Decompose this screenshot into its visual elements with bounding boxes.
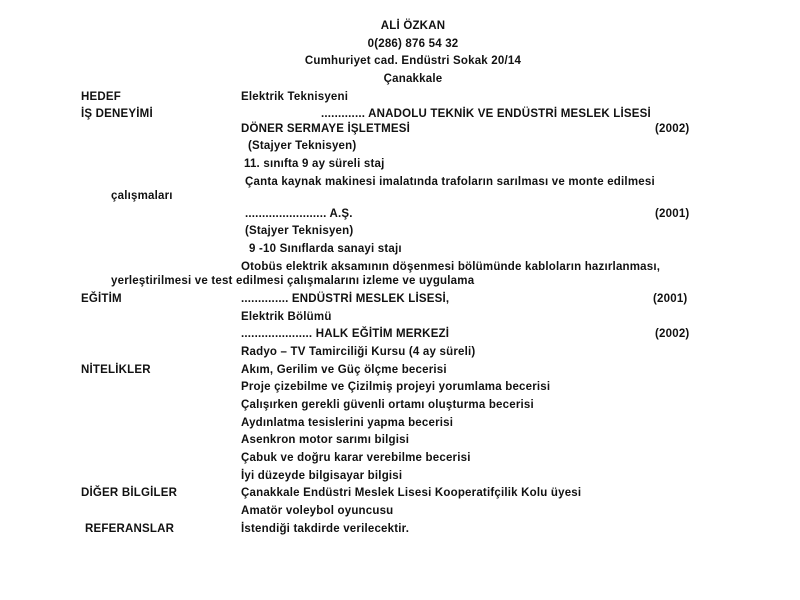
education-dept-1: Elektrik Bölümü xyxy=(241,311,332,323)
experience-school: ............. ANADOLU TEKNİK VE ENDÜSTRİ MESLEK LİSESİ xyxy=(321,108,651,120)
hedef-value: Elektrik Teknisyeni xyxy=(241,91,349,103)
education-year-2: (2002) xyxy=(655,328,690,340)
other-item: Amatör voleybol oyuncusu xyxy=(241,505,394,517)
education-school-1: .............. ENDÜSTRİ MESLEK LİSESİ, xyxy=(241,293,450,305)
cv-address: Cumhuriyet cad. Endüstri Sokak 20/14 xyxy=(304,55,522,67)
section-label-experience: İŞ DENEYİMİ xyxy=(81,108,153,120)
education-year-1: (2001) xyxy=(653,293,688,305)
skill-item: Çalışırken gerekli güvenli ortamı oluşturma becerisi xyxy=(241,399,534,411)
cv-phone: 0(286) 876 54 32 xyxy=(367,38,459,50)
skill-item: Çabuk ve doğru karar verebilme becerisi xyxy=(241,452,471,464)
experience-year-1: (2002) xyxy=(655,123,690,135)
experience-detail-2b: yerleştirilmesi ve test edilmesi çalışmalarını izleme ve uygulama xyxy=(111,275,475,287)
experience-detail-1a: Çanta kaynak makinesi imalatında trafoların sarılması ve monte edilmesi xyxy=(245,176,655,188)
references-value: İstendiği takdirde verilecektir. xyxy=(241,523,410,535)
education-school-2: ..................... HALK EĞİTİM MERKEZİ xyxy=(241,328,450,340)
section-label-education: EĞİTİM xyxy=(81,293,122,305)
cv-city: Çanakkale xyxy=(383,73,443,85)
experience-desc-2: 9 -10 Sınıflarda sanayi stajı xyxy=(249,243,402,255)
section-label-skills: NİTELİKLER xyxy=(81,364,151,376)
skill-item: Asenkron motor sarımı bilgisi xyxy=(241,434,410,446)
section-label-other: DİĞER BİLGİLER xyxy=(81,487,178,499)
cv-name: ALİ ÖZKAN xyxy=(380,20,446,32)
other-item: Çanakkale Endüstri Meslek Lisesi Kooperatifçilik Kolu üyesi xyxy=(241,487,582,499)
skill-item: Aydınlatma tesislerini yapma becerisi xyxy=(241,417,454,429)
experience-org-1: DÖNER SERMAYE İŞLETMESİ xyxy=(241,123,411,135)
section-label-hedef: HEDEF xyxy=(81,91,121,103)
experience-role-2: (Stajyer Teknisyen) xyxy=(245,225,354,237)
experience-detail-2a: Otobüs elektrik aksamının döşenmesi bölümünde kabloların hazırlanması, xyxy=(241,261,661,273)
experience-year-2: (2001) xyxy=(655,208,690,220)
experience-detail-1b: çalışmaları xyxy=(111,190,173,202)
experience-role-1: (Stajyer Teknisyen) xyxy=(248,140,357,152)
skill-item: Akım, Gerilim ve Güç ölçme becerisi xyxy=(241,364,447,376)
education-course-2: Radyo – TV Tamirciliği Kursu (4 ay süreli) xyxy=(241,346,476,358)
skill-item: Proje çizebilme ve Çizilmiş projeyi yorumlama becerisi xyxy=(241,381,551,393)
experience-org-2: ........................ A.Ş. xyxy=(245,208,353,220)
experience-desc-1: 11. sınıfta 9 ay süreli staj xyxy=(244,158,385,170)
skill-item: İyi düzeyde bilgisayar bilgisi xyxy=(241,470,403,482)
section-label-references: REFERANSLAR xyxy=(85,523,175,535)
